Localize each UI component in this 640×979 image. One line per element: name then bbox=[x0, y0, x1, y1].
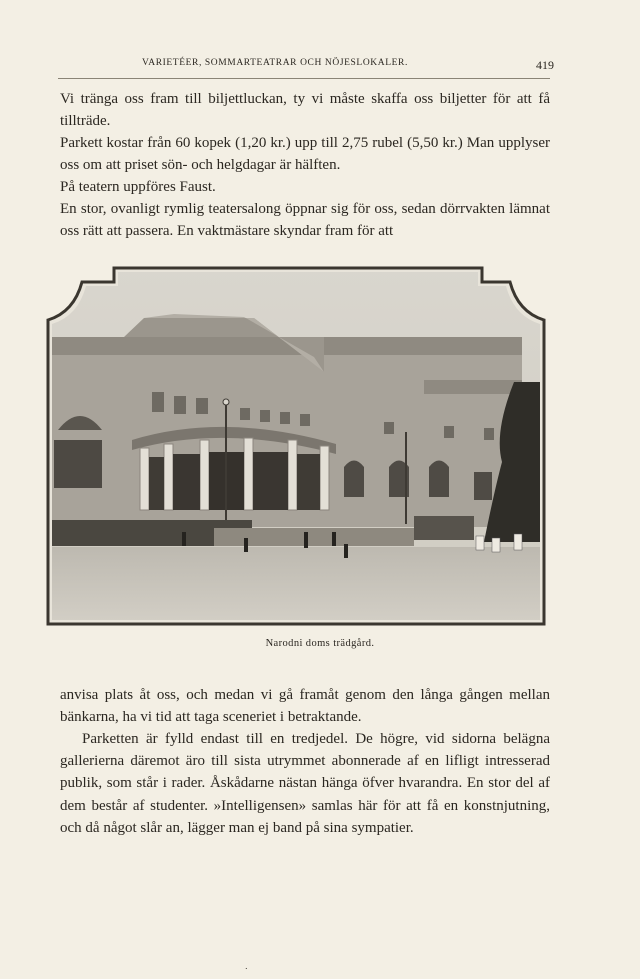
paragraph-ticket: Vi tränga oss fram till biljettluckan, ty vi måste skaffa oss biljetter för att få tillträde. bbox=[60, 91, 550, 130]
paragraph-parquet: Parketten är fylld endast till en tredjedel. De högre, vid sidorna belägna gallerierna däremot äro till sista utrymmet abonnerade af en lifligt intresserad publik, som står i rader. Åskådarne nästan hänga öfver hvarandra. En stor del af dem består af studenter. »Intelligensen» samlas här för att få en konstnjutning, och då något slår an, lägger man ej band på sina sympatier. bbox=[60, 731, 550, 836]
paragraph-aisle: anvisa plats åt oss, och medan vi gå framåt genom den långa gången mellan bänkarna, ha vi tid att taga sceneriet i betraktande. bbox=[60, 687, 550, 726]
paragraph-faust: På teatern uppföres Faust. bbox=[60, 179, 216, 195]
paragraph-prices: Parkett kostar från 60 kopek (1,20 kr.) upp till 2,75 rubel (5,50 kr.) Man upplyser oss om att priset sön- och helgdagar är hälften. bbox=[60, 135, 550, 174]
figure-caption: Narodni doms trädgård. bbox=[265, 638, 375, 649]
paragraph-salon: En stor, ovanligt rymlig teatersalong öppnar sig för oss, sedan dörrvakten lämnat oss rätt att passera. En vaktmästare skyndar fram för att bbox=[60, 201, 550, 240]
header-rule bbox=[58, 78, 550, 79]
page-number: 419 bbox=[536, 58, 554, 72]
running-head-title: VARIETÉER, SOMMARTEATRAR OCH NÖJESLOKALER. bbox=[142, 58, 408, 68]
footer-mark: . bbox=[245, 962, 248, 971]
running-head bbox=[58, 58, 552, 74]
narodni-dom-photograph bbox=[44, 262, 548, 628]
